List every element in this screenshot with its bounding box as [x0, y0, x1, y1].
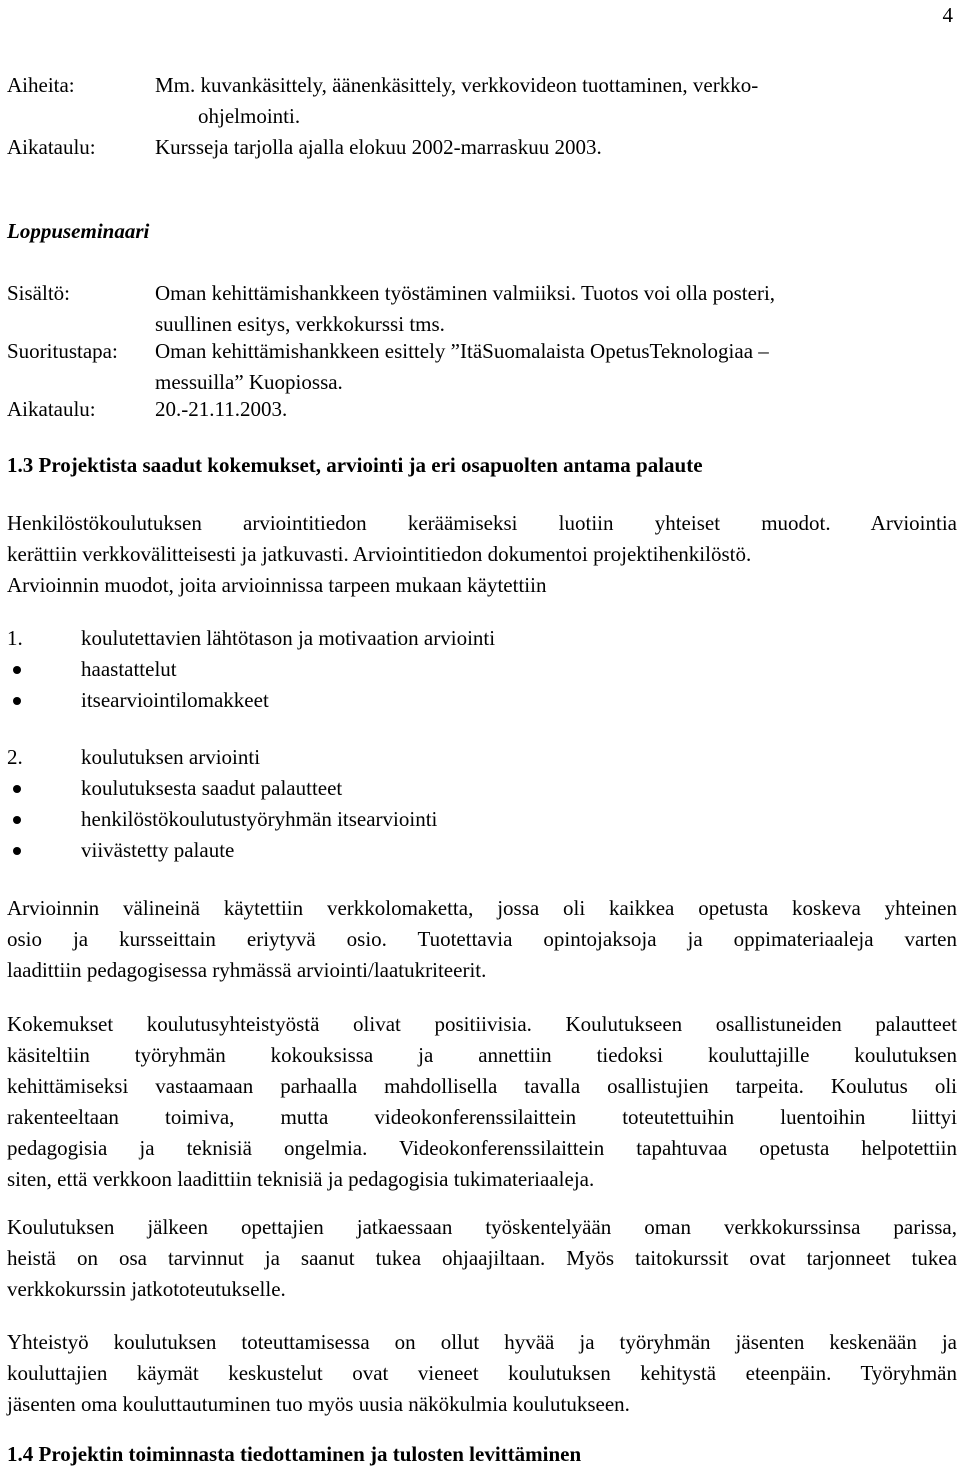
- list-number: 2.: [7, 745, 23, 769]
- paragraph-line: siten, että verkkoon laadittiin teknisiä ja pedagogisia tukimateriaaleja.: [7, 1167, 595, 1191]
- paragraph-line: jäsenten oma kouluttautuminen tuo myös uusia näkökulmia koulutukseen.: [7, 1392, 630, 1416]
- paragraph-line: kehittämiseksi vastaamaan parhaalla mahdollisella tavalla osallistujien tarpeita. Koulutus oli: [7, 1074, 957, 1098]
- loppuseminaari-heading: Loppuseminaari: [7, 219, 150, 243]
- paragraph-line: Yhteistyö koulutuksen toteuttamisessa on ollut hyvää ja työryhmän jäsenten keskenään ja: [7, 1330, 957, 1354]
- row-value-line: Oman kehittämishankkeen työstäminen valmiiksi. Tuotos voi olla posteri,: [155, 281, 776, 305]
- section-1-3-intro: [7, 508, 957, 601]
- paragraph-after-training: [7, 1212, 957, 1305]
- section-1-4-heading: 1.4 Projektin toiminnasta tiedottaminen ja tulosten levittäminen: [7, 1442, 582, 1466]
- list-item-text: itsearviointilomakkeet: [81, 688, 269, 712]
- paragraph-evaluation-tools: [7, 893, 957, 986]
- bullet-icon: [13, 785, 21, 793]
- list-item-text: haastattelut: [81, 657, 177, 681]
- paragraph-line: Arvioinnin muodot, joita arvioinnissa tarpeen mukaan käytettiin: [7, 573, 547, 597]
- list-number: 1.: [7, 626, 23, 650]
- row-value: [155, 132, 602, 163]
- bullet-icon: [13, 847, 21, 855]
- row-value: [155, 394, 287, 425]
- row-value-line: suullinen esitys, verkkokurssi tms.: [155, 312, 445, 336]
- list-title-text: koulutettavien lähtötason ja motivaation arviointi: [81, 626, 496, 650]
- paragraph-experiences: [7, 1009, 957, 1195]
- list-item-text: viivästetty palaute: [81, 838, 235, 862]
- paragraph-line: kerättiin verkkovälitteisesti ja jatkuvasti. Arviointitiedon dokumentoi projektihenkilöstö.: [7, 542, 752, 566]
- paragraph-line: kouluttajien käymät keskustelut ovat vieneet koulutuksen kehitystä eteenpäin. Työryhmän: [7, 1361, 957, 1385]
- row-label: Aikataulu:: [7, 135, 96, 159]
- row-value-line: messuilla” Kuopiossa.: [155, 370, 343, 394]
- row-value: [155, 70, 758, 132]
- row-value-line: ohjelmointi.: [198, 104, 301, 128]
- paragraph-line: pedagogisia ja teknisiä ongelmia. Videokonferenssilaittein tapahtuvaa opetusta helpotettiin: [7, 1136, 957, 1160]
- row-value-line: Kursseja tarjolla ajalla elokuu 2002-marraskuu 2003.: [155, 135, 602, 159]
- paragraph-line: Arvioinnin välineinä käytettiin verkkolomaketta, jossa oli kaikkea opetusta koskeva yhteinen: [7, 896, 957, 920]
- paragraph-line: verkkokurssin jatkototeutukselle.: [7, 1277, 286, 1301]
- paragraph-line: osio ja kursseittain eriytyvä osio. Tuotettavia opintojaksoja ja oppimateriaaleja varten: [7, 927, 957, 951]
- row-value-line: 20.-21.11.2003.: [155, 397, 288, 421]
- bullet-icon: [13, 816, 21, 824]
- paragraph-line: Henkilöstökoulutuksen arviointitiedon keräämiseksi luotiin yhteiset muodot. Arviointia: [7, 511, 957, 535]
- list-item-text: koulutuksesta saadut palautteet: [81, 776, 343, 800]
- row-value: [155, 336, 769, 398]
- row-value: [155, 278, 775, 340]
- paragraph-line: Koulutuksen jälkeen opettajien jatkaessaan työskentelyään oman verkkokurssinsa parissa,: [7, 1215, 957, 1239]
- list-item-text: henkilöstökoulutustyöryhmän itsearviointi: [81, 807, 438, 831]
- row-label: Suoritustapa:: [7, 339, 118, 363]
- row-label: Aikataulu:: [7, 397, 96, 421]
- list-title-text: koulutuksen arviointi: [81, 745, 261, 769]
- row-label: Sisältö:: [7, 281, 71, 305]
- bullet-icon: [13, 697, 21, 705]
- bullet-icon: [13, 666, 21, 674]
- page-number: 4: [942, 3, 953, 27]
- paragraph-cooperation: [7, 1327, 957, 1420]
- paragraph-line: Kokemukset koulutusyhteistyöstä olivat positiivisia. Koulutukseen osallistuneiden palautteet: [7, 1012, 957, 1036]
- row-value-line: Oman kehittämishankkeen esittely ”ItäSuomalaista OpetusTeknologiaa –: [155, 339, 769, 363]
- paragraph-line: käsiteltiin työryhmän kokouksissa ja annettiin tiedoksi kouluttajille koulutuksen: [7, 1043, 957, 1067]
- row-value-line: Mm. kuvankäsittely, äänenkäsittely, verkkovideon tuottaminen, verkko-: [155, 73, 759, 97]
- section-1-3-heading: 1.3 Projektista saadut kokemukset, arviointi ja eri osapuolten antama palaute: [7, 453, 703, 477]
- row-label: Aiheita:: [7, 73, 75, 97]
- paragraph-line: laadittiin pedagogisessa ryhmässä arviointi/laatukriteerit.: [7, 958, 487, 982]
- paragraph-line: rakenteeltaan toimiva, mutta videokonferenssilaittein toteutettuihin luentoihin liittyi: [7, 1105, 957, 1129]
- paragraph-line: heistä on osa tarvinnut ja saanut tukea ohjaajiltaan. Myös taitokurssit ovat tarjonneet tukea: [7, 1246, 957, 1270]
